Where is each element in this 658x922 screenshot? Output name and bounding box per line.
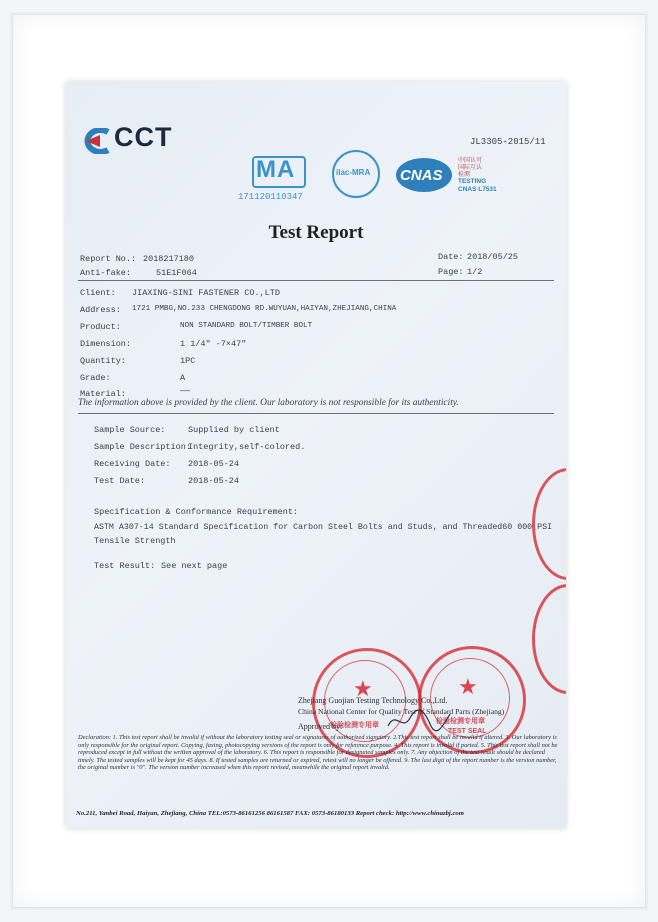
receiving-date-label: Receiving Date: (94, 459, 171, 469)
address-label: Address: (80, 305, 121, 315)
receiving-date-value: 2018-05-24 (188, 459, 240, 469)
material-label: Material: (80, 389, 126, 399)
cct-brand-text: CCT (114, 122, 173, 152)
sample-source-label: Sample Source: (94, 425, 166, 435)
test-report-document (66, 82, 566, 828)
report-no-value: 2018217180 (143, 254, 195, 264)
date-label: Date: (438, 252, 464, 262)
footer-contact: No.211, Yanbei Road, Haiyan, Zhejiang, China TEL:0573-86161256 86161587 FAX: 0573-86180133 Report check: http://www.chinazbj.com (76, 810, 464, 817)
company-name: Zhejiang Guojian Testing Technology Co.,Ltd. (298, 696, 448, 705)
cnas-side-en: TESTING CNAS L7531 (458, 178, 497, 193)
side-seal-lower (532, 584, 566, 694)
antifake-value: 51E1F064 (156, 268, 197, 278)
specification-line-1: ASTM A307-14 Standard Specification for Carbon Steel Bolts and Studs, and Threaded60 000 PSI (94, 523, 553, 532)
ilac-mra-text: ilac-MRA (336, 168, 371, 177)
material-value: —— (180, 386, 191, 396)
document-code: JL3305-2015/11 (470, 137, 546, 147)
page-value: 1/2 (467, 267, 483, 277)
test-result-value: See next page (161, 561, 228, 571)
seal-left-star-icon: ★ (353, 676, 373, 701)
dimension-label: Dimension: (80, 339, 132, 349)
sample-description-label: Sample Description: (94, 442, 191, 452)
test-result-label: Test Result: (94, 561, 156, 571)
test-date-label: Test Date: (94, 476, 146, 486)
cma-number: 171120110347 (238, 192, 303, 202)
page-title: Test Report (268, 222, 364, 243)
dimension-value: 1 1/4" -7×47" (180, 339, 247, 349)
address-value: 1721 PMBG,NO.233 CHENGDONG RD.WUYUAN,HAIYAN,ZHEJIANG,CHINA (132, 305, 397, 313)
client-value: JIAXING-SINI FASTENER CO.,LTD (132, 288, 280, 298)
test-date-value: 2018-05-24 (188, 476, 240, 486)
sample-description-value: Integrity,self-colored. (188, 442, 306, 452)
divider (78, 413, 554, 414)
report-no-label: Report No.: (80, 254, 137, 264)
side-seal-upper (532, 468, 566, 580)
cct-logo-icon (78, 128, 114, 154)
approved-by-label: Approved by: (298, 722, 343, 731)
grade-value: A (180, 373, 186, 383)
seal-right-text-cn: 检验检测专用章 (436, 718, 485, 725)
quantity-value: 1PC (180, 356, 196, 366)
product-label: Product: (80, 322, 121, 332)
seal-left-text: 检验检测专用章 (330, 722, 379, 729)
product-value: NON STANDARD BOLT/TIMBER BOLT (180, 322, 313, 330)
date-value: 2018/05/25 (467, 252, 519, 262)
disclaimer-text: The information above is provided by the client. Our laboratory is not responsible for its authenticity. (78, 398, 459, 408)
quantity-label: Quantity: (80, 356, 126, 366)
specification-heading: Specification & Conformance Requirement: (94, 507, 299, 517)
antifake-label: Anti-fake: (80, 268, 132, 278)
grade-label: Grade: (80, 373, 111, 383)
page-label: Page: (438, 267, 464, 277)
declaration-text: Declaration: 1. This test report shall be invalid if without the laboratory testing seal or signatures of authorized signatory. 2.This test report shall be invalid if altered. 3. Our laboratory is only responsible for the original report. Copying, faxing, photocopying versions of the report is only for reference purpose. 4. This report is invalid if parted. 5. This test report shall not be reproduced except in full without the written approval of the laboratory. 6. This report is responsible for designated samples only. 7. Any objection of the test result should be declared timely. The tested samples will be kept for 45 days. 8. If tested samples are returned or expired, retest will no longer be offered. 9. The last digit of the report number is the version number, the original number is "0". The version number increased when this report revised, meanwhile the original report invalid. (78, 734, 558, 772)
signature-icon (384, 706, 454, 734)
cnas-side-cn: 中国认可 国际互认 检测 (458, 158, 483, 178)
seal-right-star-icon: ★ (458, 674, 478, 699)
center-name: China National Center for Quality Test of Standard Parts (Zhejiang) (298, 707, 505, 716)
sample-source-value: Supplied by client (188, 425, 280, 435)
cnas-logo-text: CNAS (400, 167, 443, 184)
divider (78, 280, 554, 281)
client-label: Client: (80, 288, 116, 298)
cma-logo-text: MA (256, 156, 296, 183)
specification-line-2: Tensile Strength (94, 536, 176, 546)
seal-right-text-en: TEST SEAL (448, 728, 487, 735)
